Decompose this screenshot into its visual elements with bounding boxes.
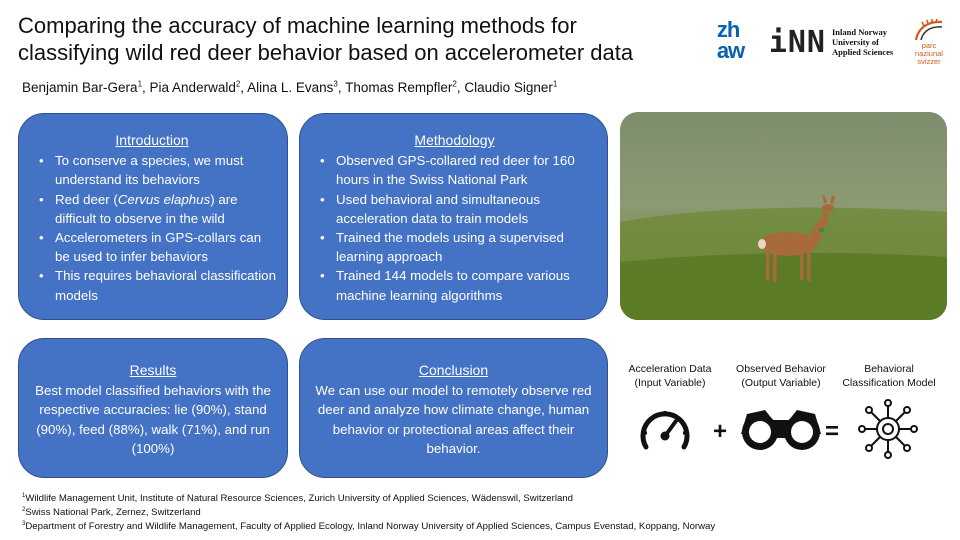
author-affiliation: 2 [452,79,457,89]
model-label [836,362,942,390]
author: Alina L. Evans [247,80,334,95]
list-item: • Observed GPS-collared red deer for 160 hours in the Swiss National Park [308,151,601,189]
red-deer-image [620,112,947,320]
author-affiliation: 2 [235,79,241,89]
equals-sign: = [825,418,840,445]
introduction-heading: Introduction [115,132,189,148]
zhaw-logo-line1: zh [716,17,740,42]
output-label-line2: (Output Variable) [741,377,821,389]
author-affiliation: 1 [137,79,143,89]
inn-logo-mark: iNN [768,24,826,60]
author: Benjamin Bar-Gera [22,80,138,95]
inn-logo-text [832,27,902,57]
footnote-number: 3 [22,520,26,527]
plus-sign: + [713,418,728,445]
output-label-line1: Observed Behavior [736,363,826,375]
introduction-box [18,113,288,320]
list-item-text: ) are difficult to observe in the wild [55,191,238,226]
author: Thomas Rempfler [345,80,453,95]
logo-bar [717,18,946,66]
list-item [27,190,277,228]
conclusion-box [299,338,608,478]
footnote-text: Department of Forestry and Wildlife Management, Faculty of Applied Ecology, Inland Norway University of Applied Sciences, Campus Evenstad, Koppang, Norway [25,521,716,532]
parc-logo [912,18,946,66]
neural-network-icon [856,397,920,461]
footnote [22,492,715,506]
input-label-line1: Acceleration Data [628,363,712,375]
list-item: • Accelerometers in GPS-collars can be used to infer behaviors [27,228,277,266]
binoculars-icon [739,404,823,452]
model-label-line1: Behavioral [864,363,914,375]
introduction-list [27,151,277,305]
author-list: Benjamin Bar-Gera$^1$, Pia Anderwald$^2$, Alina L. Evans$^3$, Thomas Rempfler$^2$, Claudio Signer$^1$ [22,79,558,95]
input-label-line2: (Input Variable) [634,377,706,389]
methodology-box [299,113,608,320]
model-label-line2: Classification Model [842,377,936,389]
red-deer-photo [620,112,947,320]
parc-logo-text [915,42,943,66]
author: Pia Anderwald [149,80,236,95]
footnote-text: Wildlife Management Unit, Institute of Natural Resource Sciences, Zurich University of Applied Sciences, Wädenswil, Switzerland [25,493,573,504]
zhaw-logo [717,19,759,65]
list-item: • To conserve a species, we must understand its behaviors [27,151,277,189]
footnote-number: 1 [22,492,26,499]
parc-logo-line1: parc [921,41,937,50]
author-affiliation: 1 [552,79,558,89]
species-name: Cervus elaphus [117,191,211,207]
list-item-text: Red deer ( [55,191,118,207]
footnote [22,506,715,520]
author: Claudio Signer [464,80,553,95]
poster-title: Comparing the accuracy of machine learning methods for classifying wild red deer behavior based on accelerometer data [18,13,634,65]
footnote-number: 2 [22,506,26,513]
zhaw-logo-line2: aw [716,38,745,63]
input-variable-label [617,362,723,390]
results-heading: Results [129,362,177,378]
footnote [22,520,715,534]
footnote-text: Swiss National Park, Zernez, Switzerland [25,507,201,518]
list-item: • Trained 144 models to compare various machine learning algorithms [308,266,601,304]
inn-logo-line3: Applied Sciences [832,47,894,57]
results-text: Best model classified behaviors with the respective accuracies: lie (90%), stand (90%), feed (88%), walk (71%), and run (100%) [35,383,271,456]
output-variable-label [728,362,834,390]
speedometer-icon [636,403,694,455]
methodology-list [308,151,601,305]
methodology-heading: Methodology [414,132,495,148]
inn-logo-line1: Inland Norway [832,27,888,37]
affiliation-footnotes [22,492,715,534]
conclusion-heading: Conclusion [418,362,489,378]
parc-logo-line3: svizzer [917,57,941,66]
list-item: • Trained the models using a supervised learning approach [308,228,601,266]
ibex-horn-icon [912,18,946,42]
parc-logo-line2: naziunal [915,49,943,58]
author-affiliation: 3 [333,79,338,89]
results-box [18,338,288,478]
conclusion-text: We can use our model to remotely observe red deer and analyze how climate change, human behavior or protectional areas affect their behavior. [315,383,592,456]
inn-logo-line2: University of [832,37,879,47]
inn-logo [769,25,902,60]
list-item: • Used behavioral and simultaneous acceleration data to train models [308,190,601,228]
list-item: • This requires behavioral classification models [27,266,277,304]
